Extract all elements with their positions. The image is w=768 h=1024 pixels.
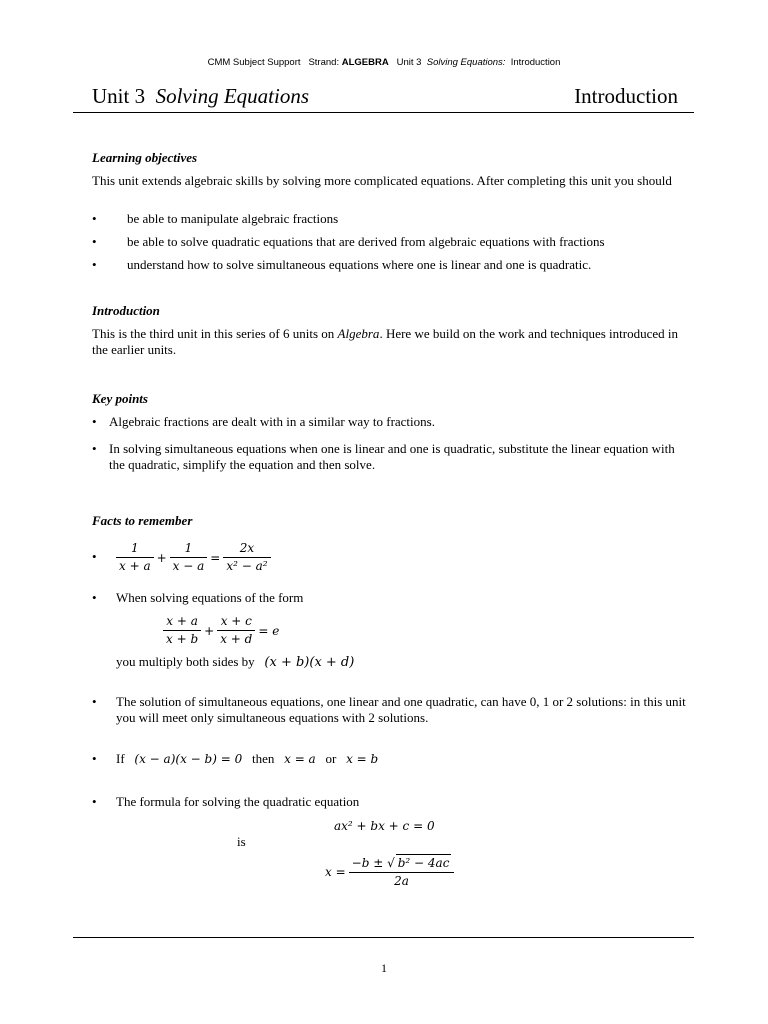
fact-3-text: The solution of simultaneous equations, one linear and one quadratic, can have 0, 1 or 2 solutions: in this unit you will meet only simultaneous equations with 2 solutions. xyxy=(116,694,686,725)
header-support: CMM Subject Support xyxy=(207,57,301,68)
fact-2-text: When solving equations of the form xyxy=(116,590,304,605)
learning-objectives-heading: Learning objectives xyxy=(92,150,198,165)
equation-rhs: = e xyxy=(258,623,280,638)
fraction-numerator: 2x xyxy=(223,540,270,558)
fact-5-is: is xyxy=(237,834,246,849)
page-title xyxy=(92,83,309,109)
header-unit-label: Unit 3 xyxy=(396,57,422,68)
fraction-denominator: x + b xyxy=(166,632,199,646)
key-point-text: Algebraic fractions are dealt with in a similar way to fractions. xyxy=(109,414,435,429)
fraction-denominator: x + a xyxy=(119,559,151,573)
equals-sign: = xyxy=(210,550,221,565)
formula-lhs: x = xyxy=(325,865,346,879)
fact-2-factor: (x + b)(x + d) xyxy=(264,655,355,670)
key-point-text: In solving simultaneous equations when one is linear and one is quadratic, substitute the linear equation with the quadratic, simplify the equation and then solve. xyxy=(109,441,675,472)
fraction-identity xyxy=(116,540,271,575)
fraction-numerator: x + a xyxy=(163,613,201,631)
plus-sign: + xyxy=(204,623,215,638)
introduction-text-part: This is the third unit in this series of 6 units on xyxy=(92,326,338,341)
fraction-numerator: 1 xyxy=(170,540,208,558)
fact-4-if: If xyxy=(116,751,125,766)
fact-2-multiply xyxy=(116,654,354,671)
introduction-text-part: . Here we build on the work and techniques introduced in the earlier units. xyxy=(92,326,678,357)
fraction-denominator: x + d xyxy=(220,632,253,646)
fraction-denominator: x − a xyxy=(172,559,205,573)
facts-heading: Facts to remember xyxy=(92,513,193,528)
header-section: Introduction xyxy=(510,57,561,68)
introduction-text-emphasis: Algebra xyxy=(337,326,380,341)
fact-4-line xyxy=(116,751,378,767)
introduction-heading: Introduction xyxy=(92,303,160,318)
fact-4-or: or xyxy=(325,751,337,766)
fact-5-text: The formula for solving the quadratic equation xyxy=(116,794,360,809)
plus-sign: + xyxy=(156,550,167,565)
header-strand-value: ALGEBRA xyxy=(341,57,389,68)
fact-4-equation: (x − a)(x − b) = 0 xyxy=(134,752,243,766)
objective-text: understand how to solve simultaneous equations where one is linear and one is quadratic. xyxy=(127,257,592,272)
formula-radicand: b² − 4ac xyxy=(397,856,450,870)
fraction-numerator: 1 xyxy=(116,540,154,558)
footer-divider xyxy=(73,937,694,938)
header-unit-name: Solving Equations: xyxy=(426,57,506,68)
running-header xyxy=(0,55,768,71)
learning-objectives-intro: This unit extends algebraic skills by solving more complicated equations. After completing this unit you should xyxy=(92,173,672,188)
fraction-numerator: x + c xyxy=(217,613,255,631)
introduction-text xyxy=(92,326,682,358)
title-name: Solving Equations xyxy=(155,84,310,108)
fact-4-then: then xyxy=(251,751,275,766)
title-unit: Unit 3 xyxy=(92,84,146,108)
objective-text: be able to manipulate algebraic fractions xyxy=(127,211,339,226)
fraction-denominator: x² − a² xyxy=(226,559,268,573)
title-section: Introduction xyxy=(574,84,678,108)
fact-2-multiply-text: you multiply both sides by xyxy=(116,654,255,669)
formula-numerator-part: −b ± xyxy=(351,856,384,870)
fact-2-equation xyxy=(163,613,282,648)
fact-4-root-2: x = b xyxy=(346,752,379,766)
header-strand-label: Strand: xyxy=(308,57,340,68)
page-number: 1 xyxy=(381,961,387,975)
objective-text: be able to solve quadratic equations that are derived from algebraic equations with fractions xyxy=(127,234,605,249)
formula-denominator: 2a xyxy=(394,874,409,888)
quadratic-equation: ax² + bx + c = 0 xyxy=(334,819,435,833)
title-divider xyxy=(73,112,694,113)
fact-4-root-1: x = a xyxy=(284,752,316,766)
key-points-heading: Key points xyxy=(92,391,148,406)
quadratic-formula: x = $\frac{\text{−b ± √ b² − 4ac}}{2a}$ xyxy=(322,854,454,890)
